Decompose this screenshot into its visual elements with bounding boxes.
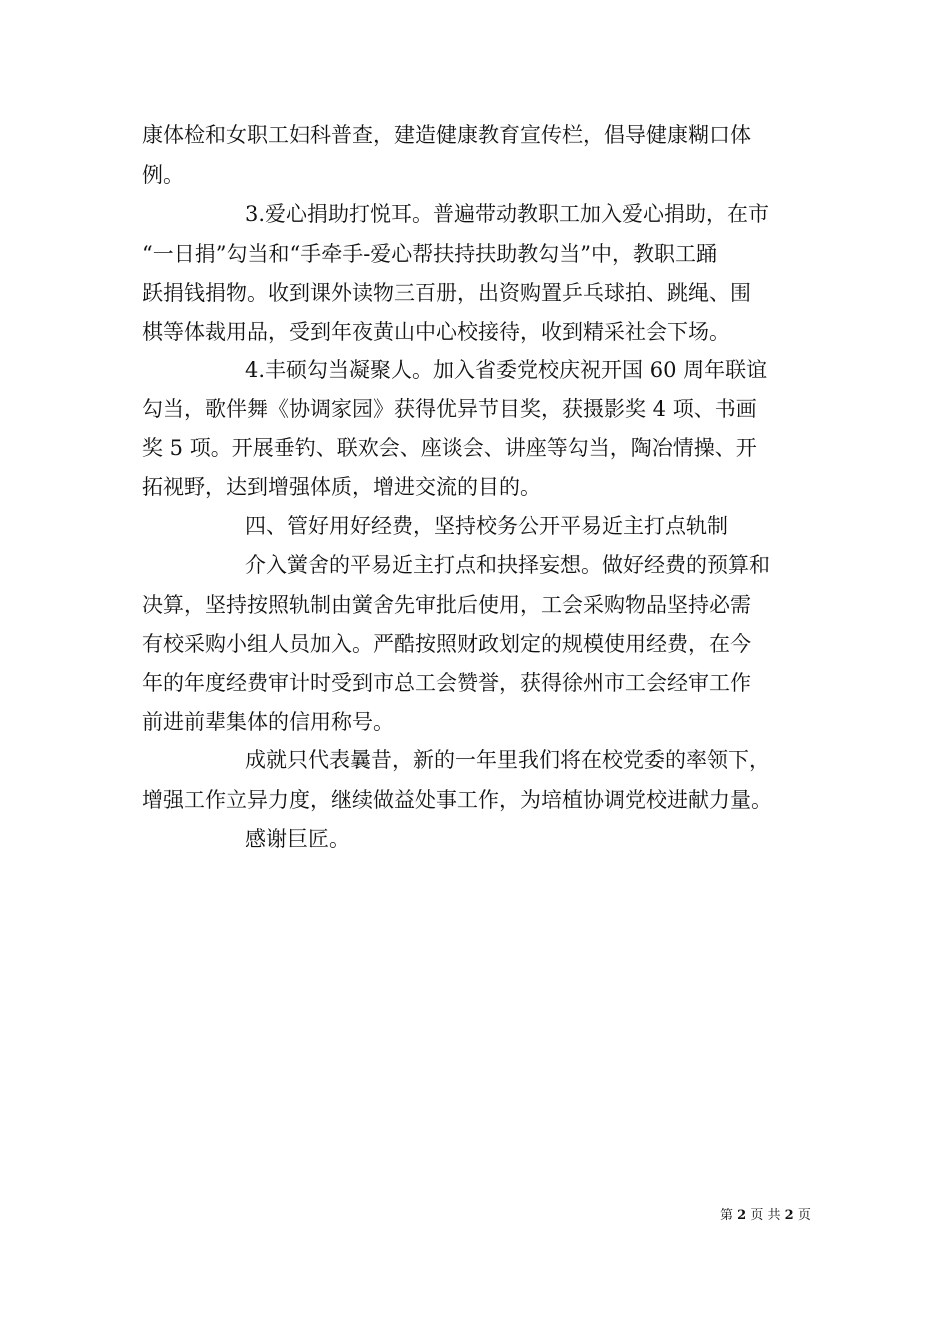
closing-line: 感谢巨匠。 xyxy=(245,827,350,851)
paragraph-line: 拓视野，达到增强体质，增进交流的目的。 xyxy=(142,475,541,499)
paragraph-line: 增强工作立异力度，继续做益处事工作，为培植协调党校进献力量。 xyxy=(142,788,772,812)
footer-middle: 页 共 xyxy=(750,1208,781,1223)
section-heading: 四、管好用好经费，坚持校务公开平易近主打点轨制 xyxy=(245,514,728,538)
paragraph-line: 康体检和女职工妇科普查，建造健康教育宣传栏，倡导健康糊口体 xyxy=(142,123,751,147)
paragraph-line: 棋等体裁用品，受到年夜黄山中心校接待，收到精采社会下场。 xyxy=(142,320,730,344)
footer-prefix: 第 xyxy=(720,1208,734,1223)
paragraph-line: 年的年度经费审计时受到市总工会赞誉，获得徐州市工会经审工作 xyxy=(142,671,751,695)
paragraph-line: 前进前辈集体的信用称号。 xyxy=(142,710,394,734)
paragraph-line: 3.爱心捐助打悦耳。普遍带动教职工加入爱心捐助，在市 xyxy=(245,202,770,226)
paragraph-line: 勾当，歌伴舞《协调家园》获得优异节目奖，获摄影奖 4 项、书画 xyxy=(142,397,757,421)
paragraph-line: 介入黉舍的平易近主打点和抉择妄想。做好经费的预算和 xyxy=(245,553,770,577)
page-footer xyxy=(720,1207,811,1225)
current-page-number: 2 xyxy=(737,1208,747,1223)
paragraph-line: 有校采购小组人员加入。严酷按照财政划定的规模使用经费，在今 xyxy=(142,632,751,656)
paragraph-line: 例。 xyxy=(142,163,184,187)
total-page-number: 2 xyxy=(784,1208,794,1223)
paragraph-line: 4.丰硕勾当凝聚人。加入省委党校庆祝开国 60 周年联谊 xyxy=(245,358,768,382)
paragraph-line: 奖 5 项。开展垂钓、联欢会、座谈会、讲座等勾当，陶冶情操、开 xyxy=(142,436,757,460)
footer-suffix: 页 xyxy=(797,1208,811,1223)
paragraph-line: 成就只代表曩昔，新的一年里我们将在校党委的率领下， xyxy=(245,748,770,772)
paragraph-line: 跃捐钱捐物。收到课外读物三百册，出资购置乒乓球拍、跳绳、围 xyxy=(142,281,751,305)
paragraph-line: “一日捐”勾当和“手牵手-爱心帮扶持扶助教勾当”中，教职工踊 xyxy=(142,242,718,266)
paragraph-line: 决算，坚持按照轨制由黉舍先审批后使用，工会采购物品坚持必需 xyxy=(142,593,751,617)
